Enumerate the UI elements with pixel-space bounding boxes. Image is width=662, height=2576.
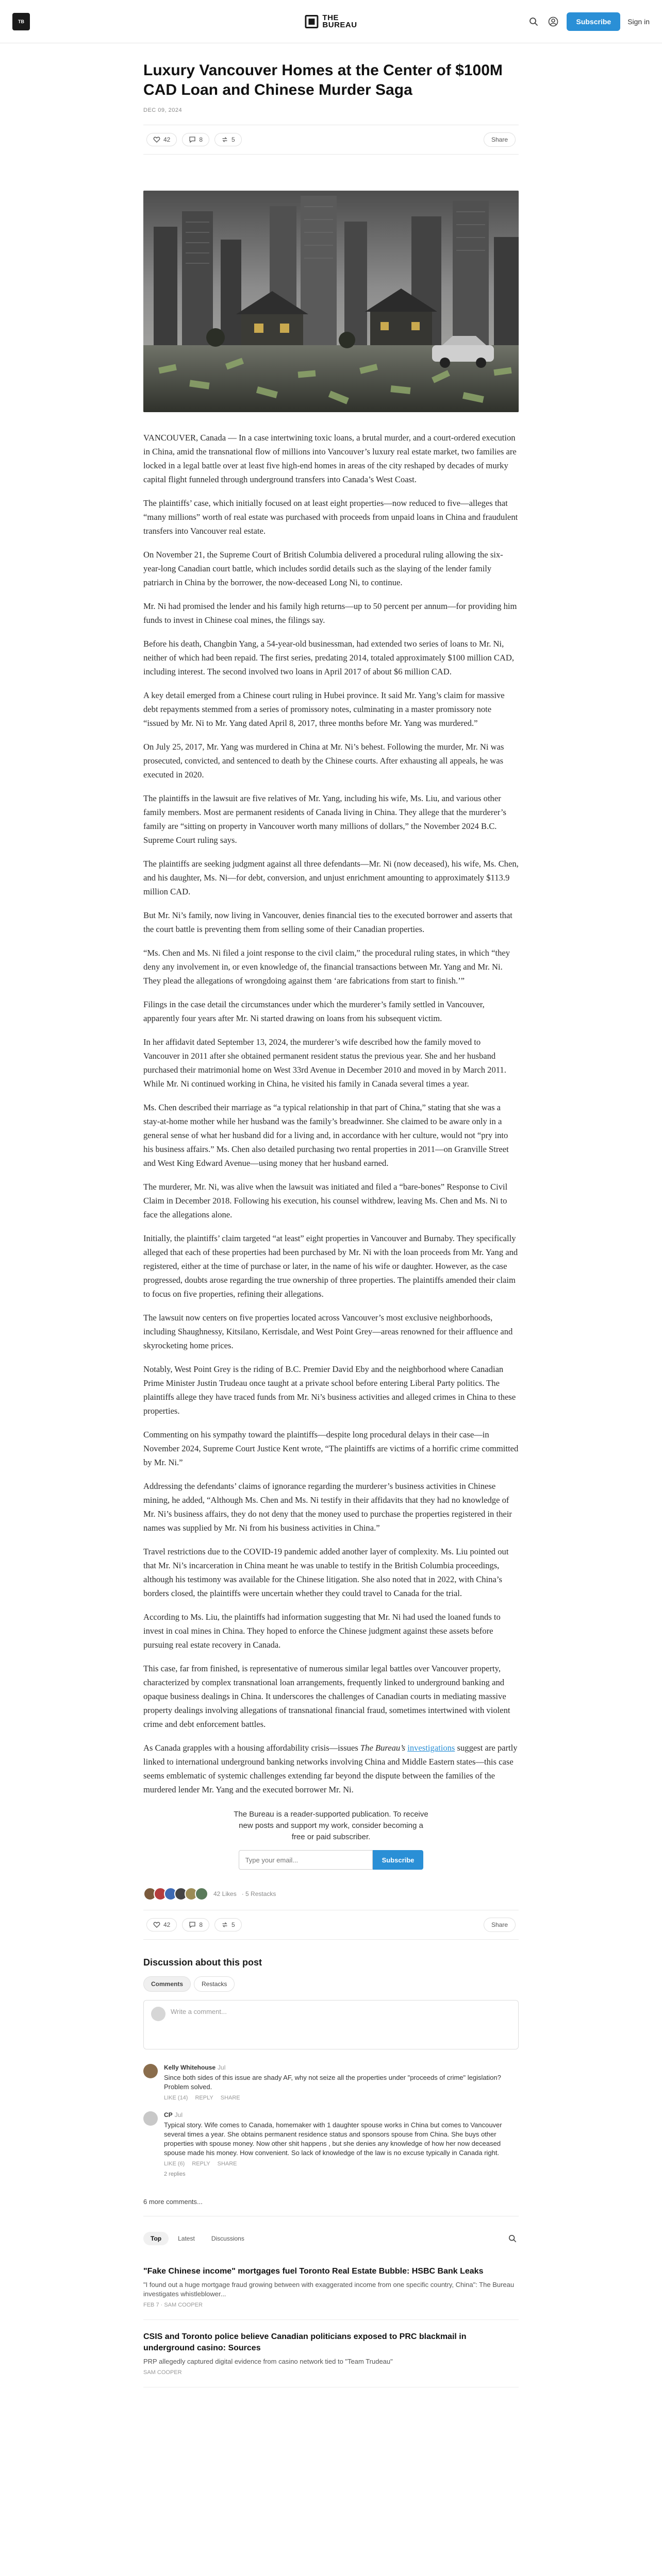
post-meta: FEB 7 · SAM COOPER (143, 2302, 203, 2308)
like-count: 42 (163, 1921, 171, 1928)
post-title[interactable]: CSIS and Toronto police believe Canadian politicians exposed to PRC blackmail in underground casino: Sources (143, 2332, 467, 2352)
bureau-logo-icon (305, 15, 318, 28)
comment-like-button[interactable]: LIKE (14) (164, 2095, 188, 2101)
article-paragraph: VANCOUVER, Canada — In a case intertwining toxic loans, a brutal murder, and a court-ordered execution in China, amid the transnational flow of millions into Vancouver’s luxury real estate market, two families are locked in a legal battle over at least five high-end homes in areas of the city reshaped by decades of murky capital flight funneled through underground transfers into Canada’s West Coast. (143, 433, 517, 484)
publication-name (322, 14, 357, 29)
article-paragraph-last (143, 1741, 519, 1797)
article-paragraph: Addressing the defendants’ claims of ignorance regarding the murderer’s business activities in Chinese mining, he added, “Although Ms. Chen and Ms. Ni testify in their affidavits that they had no knowledge of Mr. Ni’s business affairs, they do not deny that the money used to purchase the properties registered in their names was supplied by Mr. Ni from his business activities in China.” (143, 1481, 512, 1533)
cta-subscribe-button[interactable]: Subscribe (373, 1850, 424, 1870)
article-paragraph: Notably, West Point Grey is the riding of B.C. Premier David Eby and the neighborhood where Canadian Prime Minister Justin Trudeau once taught at a private school before entering Liberal Party politics. The plaintiffs allege they have traced funds from Mr. Ni’s business activities and alleged crimes in China to these properties. (143, 1364, 516, 1416)
avatar[interactable] (143, 2111, 158, 2126)
comment-count: 8 (199, 1921, 203, 1928)
article-body (143, 431, 519, 1731)
comment-icon (189, 136, 196, 143)
publication-brand[interactable] (305, 14, 357, 29)
avatar (195, 1887, 208, 1901)
article-paragraph: This case, far from finished, is representative of numerous similar legal battles over Vancouver property, characterized by complex transnational loan arrangements, frequently linked to underground banking and opaque business dealings in China. It underscores the challenges of Canadian courts in mediating massive property dealings involving allegations of transnational financial fraud, sometimes intertwined with violent crime and debt enforcement battles. (143, 1664, 510, 1729)
publication-icon[interactable] (12, 11, 33, 32)
tab-restacks[interactable]: Restacks (194, 1976, 235, 1992)
feed-tabs (143, 2232, 252, 2245)
comment (143, 2111, 519, 2177)
post-meta: SAM COOPER (143, 2369, 182, 2376)
subscribe-cta (143, 1809, 519, 1870)
post-feed (143, 2232, 519, 2387)
like-button-bottom[interactable] (146, 1918, 177, 1931)
comment-share-button[interactable]: SHARE (217, 2161, 237, 2167)
email-input[interactable] (239, 1850, 373, 1870)
restack-icon (221, 136, 228, 143)
tab-comments[interactable]: Comments (143, 1976, 191, 1992)
tab-top[interactable]: Top (143, 2232, 169, 2245)
subscribe-button[interactable]: Subscribe (567, 12, 620, 31)
avatar[interactable] (143, 2064, 158, 2078)
share-button-bottom[interactable]: Share (484, 1918, 516, 1932)
last-paragraph-tail: suggest are partly linked to international underground banking networks involving China and Middle Eastern states—this case seems emblematic of systemic challenges extending far beyond the dispute between the families of the murdered lender Mr. Yang and the executed borrower Mr. Ni. (143, 1743, 518, 1794)
article-action-bar (143, 125, 519, 155)
comment-like-button[interactable]: LIKE (6) (164, 2161, 185, 2167)
comment-button-bottom[interactable] (182, 1918, 209, 1931)
restack-count: 5 (231, 1921, 235, 1928)
article-hero-image (143, 191, 519, 412)
post-subtitle: PRP allegedly captured digital evidence from casino network tied to "Team Trudeau" (143, 2358, 393, 2365)
heart-icon (153, 136, 160, 143)
article-paragraph: Ms. Chen described their marriage as “a typical relationship in that part of China,” stating that she was a stay-at-home mother while her husband was the family’s breadwinner. She claimed to be aware only in a general sense of what her husband did for a living and, in accordance with her culture, would not “pry into his business affairs.” Ms. Chen also detailed purchasing two rental properties in 2011—on Granville Street and West King Edward Avenue—using money that her husband earned. (143, 1103, 509, 1168)
more-comments-link[interactable]: 6 more comments... (143, 2188, 519, 2216)
comment-reply-button[interactable]: REPLY (192, 2161, 210, 2167)
search-icon[interactable] (506, 2232, 519, 2245)
restacks-count-text[interactable]: · 5 Restacks (241, 1890, 276, 1897)
article-paragraph: On November 21, the Supreme Court of British Columbia delivered a procedural ruling allowing the six-year-long Canadian court battle, which includes sordid details such as the slaying of the lender family patriarch in China by the borrower, the now-deceased Long Ni, to continue. (143, 550, 503, 587)
article-paragraph: Filings in the case detail the circumstances under which the murderer’s family settled in Vancouver, apparently four years after Mr. Ni started drawing on loans from his subsequent victim. (143, 999, 485, 1023)
article-paragraph: The plaintiffs in the lawsuit are five relatives of Mr. Yang, including his wife, Ms. Liu, and various other family members. Most are permanent residents of Canada living in China. They allege that the murderer’s family are “sitting on property in Vancouver worth many millions of dollars,” the November 2024 B.C. Supreme Court ruling says. (143, 793, 506, 845)
article-paragraph: The plaintiffs are seeking judgment against all three defendants—Mr. Ni (now deceased), his wife, Ms. Chen, and his daughter, Ms. Ni—for debt, conversion, and unjust enrichment amounting to approximately $113.9 million CAD. (143, 859, 519, 896)
cta-text: The Bureau is a reader-supported publication. To receive new posts and support my work, consider becoming a free or paid subscriber. (234, 1810, 428, 1841)
brand-line-2: BUREAU (322, 20, 357, 29)
publication-name-italic: The Bureau’s (360, 1743, 406, 1753)
comment (143, 2064, 519, 2101)
comment-text: Since both sides of this issue are shady AF, why not seize all the properties under "proceeds of crime" legislation? Problem solved. (164, 2074, 501, 2091)
restack-button-bottom[interactable] (214, 1918, 242, 1931)
post-title[interactable]: "Fake Chinese income" mortgages fuel Toronto Real Estate Bubble: HSBC Bank Leaks (143, 2267, 484, 2276)
share-button[interactable]: Share (484, 132, 516, 147)
restack-button[interactable] (214, 133, 242, 146)
search-icon[interactable] (527, 15, 540, 28)
article-paragraph: Mr. Ni had promised the lender and his family high returns—up to 50 percent per annum—for providing him funds to invest in Chinese coal mines, the filings say. (143, 601, 517, 625)
bottom-action-bar (143, 1910, 519, 1940)
article-paragraph: Commenting on his sympathy toward the plaintiffs—despite long procedural delays in their case—in November 2024, Supreme Court Justice Kent wrote, “The plaintiffs are victims of a horrific crime committed by Mr. Ni.” (143, 1430, 519, 1467)
brand-line-1: THE (322, 13, 339, 22)
article-paragraph: According to Ms. Liu, the plaintiffs had information suggesting that Mr. Ni had used the loaned funds to invest in coal mines in China. They hoped to enforce the Chinese judgment against these assets before pursuing real estate recovery in Canada. (143, 1612, 501, 1650)
last-paragraph-lead: As Canada grapples with a housing affordability crisis—issues (143, 1743, 360, 1753)
comment-icon (189, 1921, 196, 1928)
discussion-tabs (143, 1976, 519, 1992)
publication-logo-icon[interactable]: TB (12, 13, 30, 30)
article-paragraph: The murderer, Mr. Ni, was alive when the lawsuit was initiated and filed a “bare-bones” Response to Civil Claim in December 2018. Following his execution, his counsel withdrew, leaving Ms. Chen and Ms. Ni to face the allegations alone. (143, 1182, 508, 1219)
top-navigation-bar (0, 0, 662, 43)
tab-latest[interactable]: Latest (178, 2235, 195, 2242)
investigations-link[interactable]: investigations (407, 1743, 455, 1753)
post-subtitle: "I found out a huge mortgage fraud growing between with exaggerated income from one specific country, China": The Bureau investigates whistleblower... (143, 2281, 515, 2298)
article-date: DEC 09, 2024 (143, 107, 183, 113)
comment-text: Typical story. Wife comes to Canada, homemaker with 1 daughter spouse works in China but comes to Vancouver several times a year. She obtains permanent residence status and sponsors spouse from China. She buys other properties with spouse money. Now other shit happens , but she denies any knowledge of how her now deceased spouse made his money. How convenient. So lack of knowledge of the law is no excuse typically in Canada right. (164, 2121, 502, 2157)
heart-icon (153, 1921, 160, 1928)
like-count: 42 (163, 136, 171, 143)
article-paragraph: Before his death, Changbin Yang, a 54-year-old businessman, had extended two series of loans to Mr. Ni, neither of which had been repaid. The first series, predating 2014, totaled approximately $100 million CAD, including interest. The second involved two loans in April 2017 of about $6 million CAD. (143, 639, 515, 676)
sign-in-link[interactable]: Sign in (627, 17, 650, 26)
comment-date: Jul (218, 2064, 226, 2071)
tab-discussions[interactable]: Discussions (211, 2235, 244, 2242)
article-paragraph: A key detail emerged from a Chinese court ruling in Hubei province. It said Mr. Yang’s claim for massive debt repayments stemmed from a series of promissory notes, culminating in a master promissory note “issued by Mr. Ni to Mr. Yang dated April 8, 2017, three months before Mr. Yang was murdered.” (143, 690, 505, 728)
comment-placeholder: Write a comment... (171, 2008, 227, 2015)
article-paragraph: “Ms. Chen and Ms. Ni filed a joint response to the civil claim,” the procedural ruling states, in which “they deny any involvement in, or even knowledge of, the financial transactions between Mr. Yang and Mr. Ni. They plead the allegations of wrongdoing against them ‘are fabrications from start to finish.’” (143, 948, 510, 986)
likes-count-text[interactable]: 42 Likes (213, 1890, 237, 1897)
replies-toggle[interactable]: 2 replies (164, 2171, 186, 2177)
post-item[interactable] (143, 2320, 519, 2387)
restack-count: 5 (231, 136, 235, 143)
discussion-title: Discussion about this post (143, 1957, 262, 1968)
like-button[interactable] (146, 133, 177, 146)
article-paragraph: In her affidavit dated September 13, 2024, the murderer’s wife described how the family moved to Vancouver in 2011 after she obtained permanent resident status the previous year. She and her husband purchased their matrimonial home on West 33rd Avenue in December 2010 and moved in by March 2011. While Mr. Ni continued working in China, he visited his family in Canada several times a year. (143, 1037, 506, 1089)
article-paragraph: But Mr. Ni’s family, now living in Vancouver, denies financial ties to the executed borrower and asserts that the court battle is preventing them from selling some of their Canadian properties. (143, 910, 512, 934)
article-paragraph: On July 25, 2017, Mr. Yang was murdered in China at Mr. Ni’s behest. Following the murder, Mr. Ni was prosecuted, convicted, and sentenced to death by the Chinese courts. After exhausting all appeals, he was executed in 2020. (143, 742, 504, 779)
comment-button[interactable] (182, 133, 209, 146)
discussion-section (143, 1957, 519, 2216)
comment-count: 8 (199, 136, 203, 143)
avatar (151, 2007, 166, 2021)
comment-share-button[interactable]: SHARE (220, 2095, 240, 2101)
restack-icon (221, 1921, 228, 1928)
likes-summary (143, 1887, 519, 1901)
article-paragraph: Initially, the plaintiffs’ claim targeted “at least” eight properties in Vancouver and Burnaby. They specifically alleged that each of these properties had been purchased by Mr. Ni with the loan proceeds from Mr. Yang and registered, either at the time of purchase or later, in the name of his wife or daughter. However, as the case progressed, doubts arose regarding the true ownership of three properties. The plaintiffs amended their claim to focus on five properties, refining their allegations. (143, 1233, 518, 1299)
subscribe-form (143, 1850, 519, 1870)
account-icon[interactable] (547, 15, 559, 28)
comment-input[interactable] (143, 2000, 519, 2049)
article (143, 43, 519, 1940)
article-title: Luxury Vancouver Homes at the Center of $100M CAD Loan and Chinese Murder Saga (143, 62, 503, 98)
liker-avatars[interactable] (143, 1887, 208, 1901)
article-paragraph: The plaintiffs’ case, which initially focused on at least eight properties—now reduced to five—alleges that “many millions” worth of real estate was purchased with proceeds from unpaid loans in China and fraudulent transfers into Vancouver real estate. (143, 498, 518, 536)
article-paragraph: The lawsuit now centers on five properties located across Vancouver’s most exclusive neighborhoods, including Shaughnessy, Kitsilano, Kerrisdale, and West Point Grey—areas renowned for their affluence and skyrocketing home prices. (143, 1313, 513, 1350)
comment-author[interactable]: CP (164, 2111, 173, 2119)
post-item[interactable] (143, 2255, 519, 2320)
comment-author[interactable]: Kelly Whitehouse (164, 2064, 216, 2071)
comment-date: Jul (174, 2111, 183, 2119)
article-paragraph: Travel restrictions due to the COVID-19 pandemic added another layer of complexity. Ms. Liu pointed out that Mr. Ni’s incarceration in China meant he was unable to testify in the British Columbia proceedings, although his testimony was available for the Chinese litigation. She also noted that in 2022, with China’s borders closed, the plaintiffs were uncertain whether they could travel to Canada for the trial. (143, 1547, 509, 1598)
comment-reply-button[interactable]: REPLY (195, 2095, 213, 2101)
